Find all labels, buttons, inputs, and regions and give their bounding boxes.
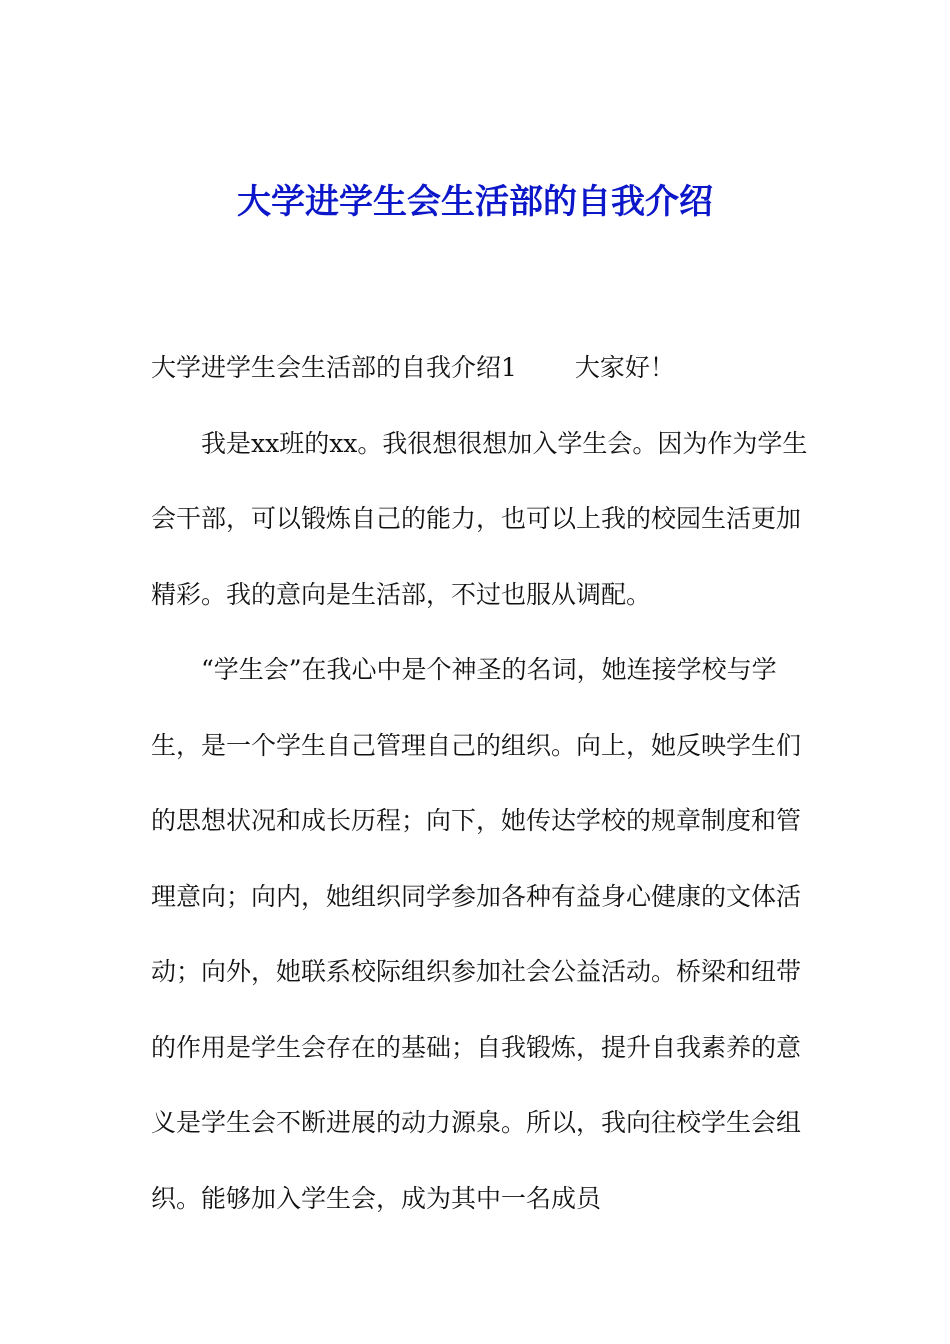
document-body [151, 330, 811, 1236]
paragraph-2: “学生会”在我心中是个神圣的名词，她连接学校与学生，是一个学生自己管理自己的组织。向上，她反映学生们的思想状况和成长历程；向下，她传达学校的规章制度和管理意向；向内，她组织同学参加各种有益身心健康的文体活动；向外，她联系校际组织参加社会公益活动。桥梁和纽带的作用是学生会存在的基础；自我锻炼，提升自我素养的意义是学生会不断进展的动力源泉。所以，我向往校学生会组织。能够加入学生会，成为其中一名成员 [151, 655, 802, 1213]
document-title: 大学进学生会生活部的自我介绍 [237, 182, 713, 222]
greeting-text: 大家好！ [574, 353, 675, 382]
section-label: 大学进学生会生活部的自我介绍1 [151, 353, 517, 382]
heading-line [151, 330, 811, 406]
paragraph-1: 我是xx班的xx。我很想很想加入学生会。因为作为学生会干部，可以锻炼自己的能力，也可以上我的校园生活更加精彩。我的意向是生活部，不过也服从调配。 [151, 428, 808, 609]
